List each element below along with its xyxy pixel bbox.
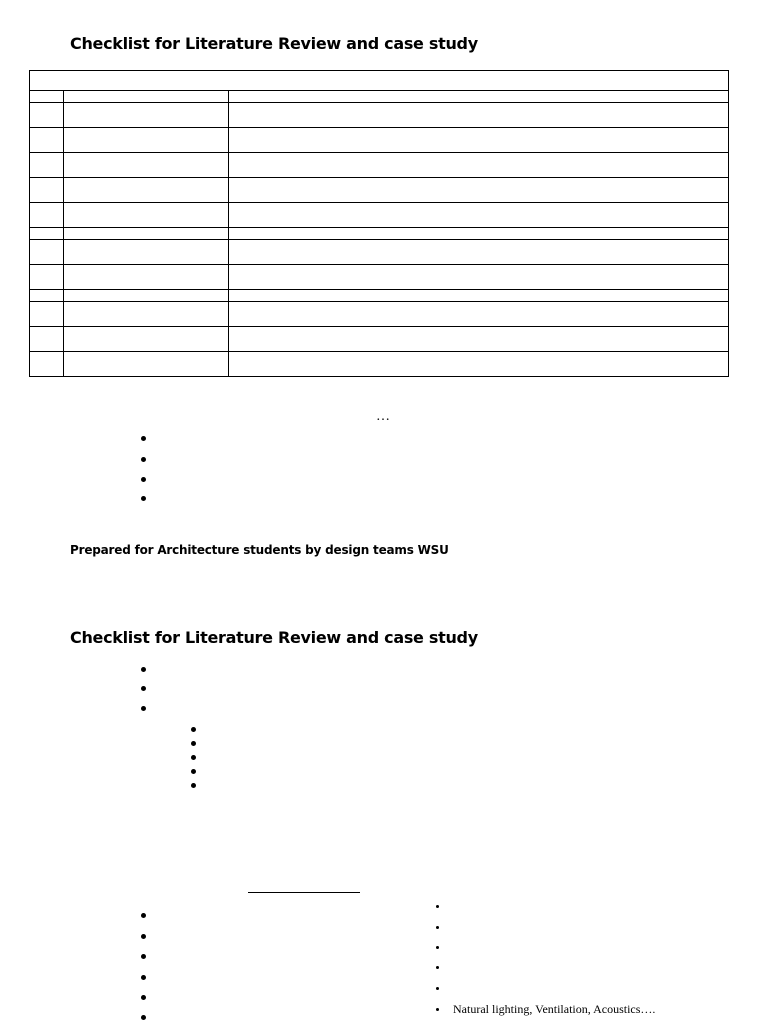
table-row <box>30 153 729 178</box>
table-row <box>30 178 729 203</box>
bullet <box>141 686 146 691</box>
section-title: Checklist for Literature Review and case study <box>70 628 478 647</box>
table-row <box>30 103 729 128</box>
bullet <box>141 975 146 980</box>
page-title: Checklist for Literature Review and case study <box>70 34 478 53</box>
bullet <box>141 913 146 918</box>
bullet <box>436 966 439 969</box>
table-header-row <box>30 71 729 91</box>
bullet <box>436 926 439 929</box>
bullet <box>436 905 439 908</box>
table-row <box>30 302 729 327</box>
checklist-table <box>29 70 729 377</box>
bullet <box>141 706 146 711</box>
underline <box>248 892 360 893</box>
ellipsis: … <box>376 409 391 424</box>
table-row <box>30 91 729 103</box>
table-row <box>30 128 729 153</box>
table-row <box>30 240 729 265</box>
table-row <box>30 265 729 290</box>
bullet <box>141 954 146 959</box>
sub-bullet <box>191 727 196 732</box>
table-row <box>30 327 729 352</box>
bullet <box>141 995 146 1000</box>
bullet <box>141 496 146 501</box>
bullet <box>141 934 146 939</box>
bullet <box>141 457 146 462</box>
table-row <box>30 228 729 240</box>
sub-bullet <box>191 769 196 774</box>
bullet <box>436 987 439 990</box>
bullet <box>141 436 146 441</box>
footer-credit: Prepared for Architecture students by design teams WSU <box>70 543 449 557</box>
bullet <box>141 477 146 482</box>
environment-note: Natural lighting, Ventilation, Acoustics…. <box>453 1002 656 1016</box>
table-row <box>30 352 729 377</box>
bullet <box>141 1015 146 1020</box>
bullet <box>436 946 439 949</box>
sub-bullet <box>191 755 196 760</box>
table-row <box>30 290 729 302</box>
bullet <box>436 1008 439 1011</box>
sub-bullet <box>191 783 196 788</box>
table-row <box>30 203 729 228</box>
sub-bullet <box>191 741 196 746</box>
bullet <box>141 667 146 672</box>
